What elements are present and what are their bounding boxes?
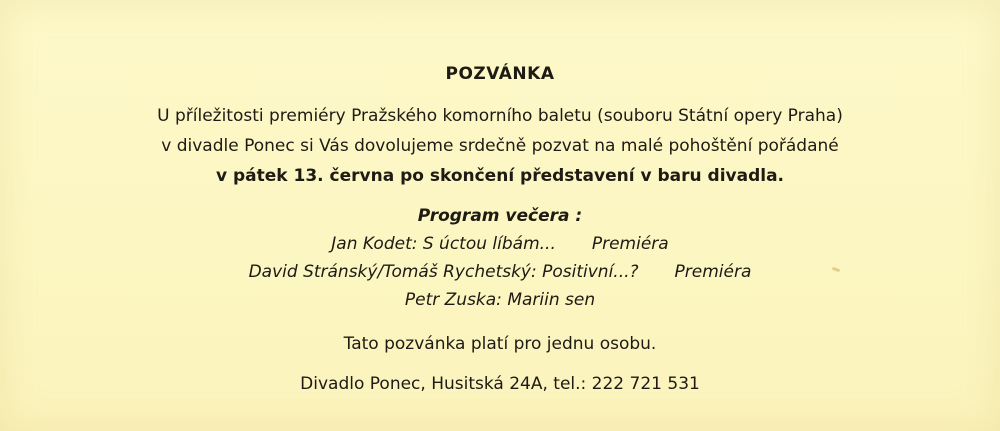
invitation-text-line-1: U příležitosti premiéry Pražského komorního baletu (souboru Státní opery Praha) [157,106,843,126]
program-item-note: Premiéra [591,234,669,254]
program-item-work: David Stránský/Tomáš Rychetský: Positivní...? [248,262,639,282]
program-item [0,234,1000,254]
program-item-note: Premiéra [674,262,752,282]
invitation-title: POZVÁNKA [445,64,555,84]
venue-address: Divadlo Ponec, Husitská 24A, tel.: 222 721 531 [300,374,700,394]
program-item [0,290,1000,310]
validity-note: Tato pozvánka platí pro jednu osobu. [343,334,657,354]
program-item [0,262,1000,282]
event-date-line: v pátek 13. června po skončení představení v baru divadla. [215,166,785,186]
program-item-work: Jan Kodet: S úctou líbám... [331,234,556,254]
program-heading: Program večera : [417,206,583,226]
invitation-text-line-2: v divadle Ponec si Vás dovolujeme srdečně pozvat na malé pohoštění pořádané [161,136,839,156]
program-item-work: Petr Zuska: Mariin sen [404,290,596,310]
